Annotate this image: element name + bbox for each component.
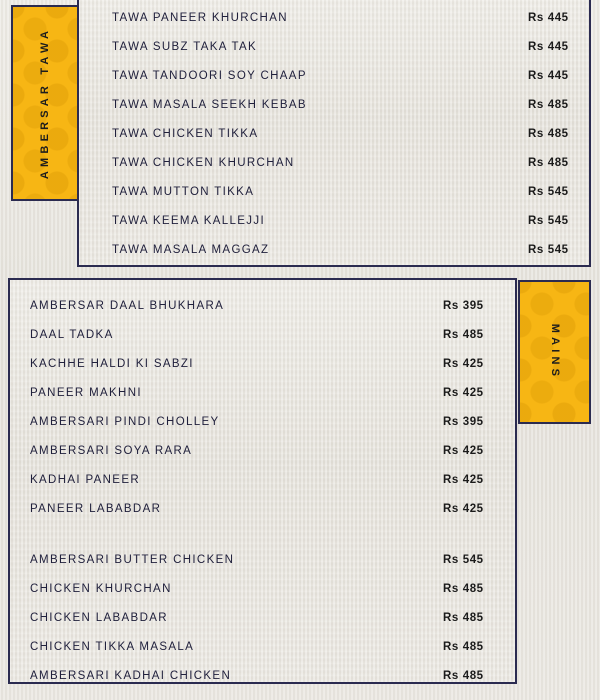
menu-item-price: Rs 425 [443, 474, 484, 486]
section-tab-ambersar-tawa [11, 5, 79, 201]
menu-item-row [10, 604, 515, 633]
menu-item-price: Rs 485 [443, 329, 484, 341]
menu-item-row [10, 633, 515, 662]
menu-item-name: TAWA MASALA MAGGAZ [112, 244, 270, 256]
menu-item-name: PANEER LABABDAR [30, 503, 162, 515]
menu-item-name: TAWA MASALA SEEKH KEBAB [112, 99, 307, 111]
menu-item-price: Rs 485 [528, 157, 569, 169]
menu-item-name: AMBERSARI SOYA RARA [30, 445, 193, 457]
menu-item-price: Rs 445 [528, 41, 569, 53]
menu-item-price: Rs 425 [443, 503, 484, 515]
menu-item-name: AMBERSARI BUTTER CHICKEN [30, 554, 235, 566]
menu-item-row [10, 466, 515, 495]
menu-item-name: CHICKEN LABABDAR [30, 612, 168, 624]
menu-item-row [10, 662, 515, 691]
menu-item-price: Rs 425 [443, 358, 484, 370]
menu-item-price: Rs 485 [528, 128, 569, 140]
menu-item-name: TAWA SUBZ TAKA TAK [112, 41, 258, 53]
section-panel-mains [8, 278, 517, 684]
menu-item-row [10, 546, 515, 575]
menu-item-row [79, 33, 589, 62]
menu-item-name: AMBERSAR DAAL BHUKHARA [30, 300, 225, 312]
menu-item-price: Rs 485 [528, 99, 569, 111]
menu-item-name: CHICKEN KHURCHAN [30, 583, 172, 595]
menu-item-name: TAWA PANEER KHURCHAN [112, 12, 288, 24]
menu-item-price: Rs 395 [443, 416, 484, 428]
section-tab-label-ambersar-tawa: AMBERSAR TAWA [39, 26, 51, 180]
section-panel-ambersar-tawa [77, 0, 591, 267]
menu-item-row [10, 292, 515, 321]
menu-item-price: Rs 545 [528, 244, 569, 256]
menu-item-name: TAWA KEEMA KALLEJJI [112, 215, 266, 227]
section-tab-label-mains: MAINS [548, 323, 561, 381]
menu-item-row [79, 149, 589, 178]
menu-item-name: AMBERSARI PINDI CHOLLEY [30, 416, 220, 428]
menu-item-row [10, 575, 515, 604]
menu-item-price: Rs 445 [528, 12, 569, 24]
menu-item-name: PANEER MAKHNI [30, 387, 142, 399]
menu-item-name: KACHHE HALDI KI SABZI [30, 358, 194, 370]
menu-item-name: DAAL TADKA [30, 329, 114, 341]
section-tab-mains [518, 280, 591, 424]
menu-item-name: KADHAI PANEER [30, 474, 140, 486]
menu-item-price: Rs 485 [443, 670, 484, 682]
menu-item-list-ambersar-tawa [79, 4, 589, 265]
menu-item-row [79, 207, 589, 236]
menu-item-price: Rs 445 [528, 70, 569, 82]
menu-item-name: TAWA CHICKEN KHURCHAN [112, 157, 295, 169]
menu-item-name: AMBERSARI KADHAI CHICKEN [30, 670, 232, 682]
menu-item-row [10, 350, 515, 379]
menu-item-row [79, 178, 589, 207]
menu-item-name: CHICKEN TIKKA MASALA [30, 641, 195, 653]
menu-item-price: Rs 395 [443, 300, 484, 312]
menu-item-row [10, 437, 515, 466]
menu-item-price: Rs 485 [443, 612, 484, 624]
menu-item-name: TAWA MUTTON TIKKA [112, 186, 255, 198]
menu-item-row [79, 62, 589, 91]
menu-item-row [10, 495, 515, 524]
menu-item-list-mains [10, 292, 515, 691]
menu-item-row [79, 236, 589, 265]
menu-item-row [79, 91, 589, 120]
menu-item-price: Rs 425 [443, 445, 484, 457]
menu-item-price: Rs 545 [528, 215, 569, 227]
menu-item-row [79, 120, 589, 149]
menu-item-row [10, 379, 515, 408]
menu-item-name: TAWA TANDOORI SOY CHAAP [112, 70, 307, 82]
menu-item-row [10, 408, 515, 437]
menu-item-row [10, 321, 515, 350]
menu-item-price: Rs 485 [443, 641, 484, 653]
menu-item-name: TAWA CHICKEN TIKKA [112, 128, 259, 140]
menu-item-price: Rs 545 [528, 186, 569, 198]
menu-item-price: Rs 485 [443, 583, 484, 595]
menu-row-spacer [10, 524, 515, 546]
menu-item-price: Rs 425 [443, 387, 484, 399]
menu-item-price: Rs 545 [443, 554, 484, 566]
menu-item-row [79, 4, 589, 33]
